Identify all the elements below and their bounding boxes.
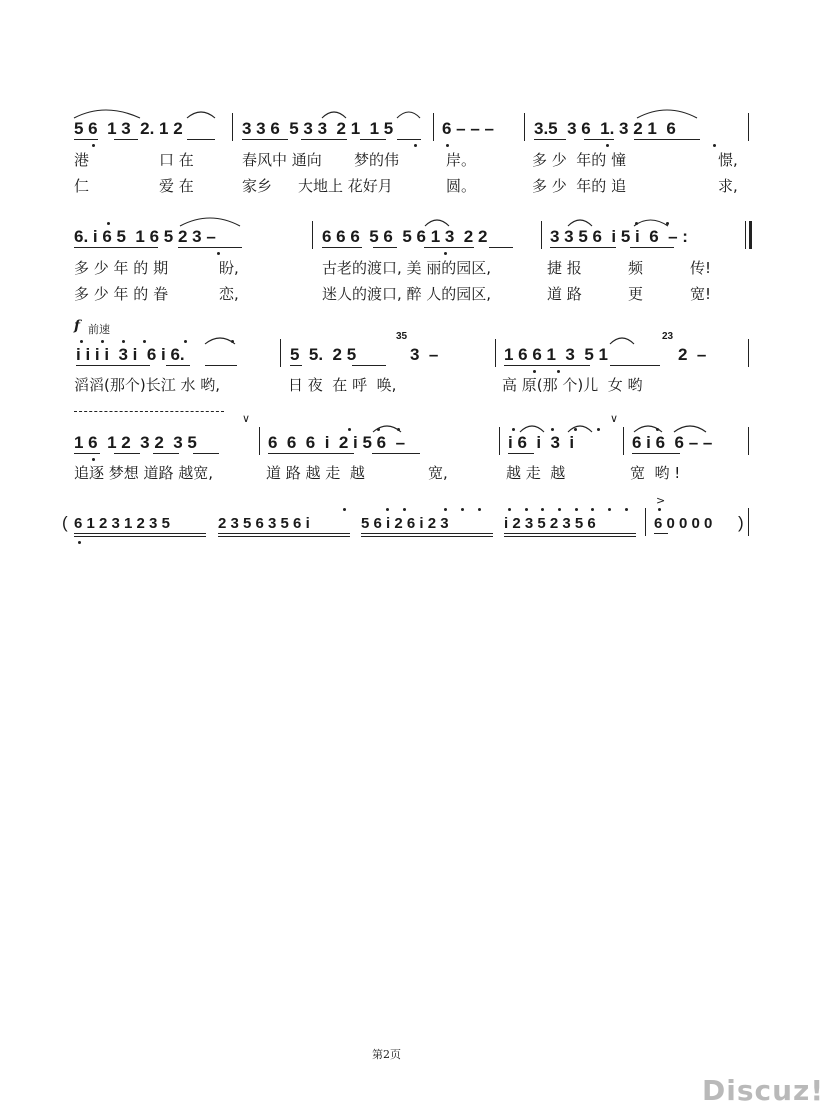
beam <box>550 247 616 248</box>
beam <box>322 247 362 248</box>
dynamic-marking: f <box>74 318 81 334</box>
note-group: 6 – – – <box>442 119 494 138</box>
lyric: 多 少 年的 憧 <box>532 151 627 169</box>
lyric: 岸。 <box>446 151 477 169</box>
grace-notes: 23 <box>662 331 674 342</box>
high-octave-dot <box>122 340 125 343</box>
lyric: 道 路 越 走 越 <box>266 464 365 482</box>
beam <box>74 139 98 140</box>
beam <box>534 139 566 140</box>
slur <box>74 110 140 118</box>
high-octave-dot <box>575 508 578 511</box>
lyric: 盼, <box>219 259 239 277</box>
note-group: 5 6 i 2 6 i 2 3 <box>361 515 449 532</box>
high-octave-dot <box>597 428 600 431</box>
page-number: 第2页 <box>372 1048 401 1061</box>
breath-mark: ∨ <box>242 412 251 425</box>
note-group: 2 3 5 6 3 5 6 i <box>218 515 310 532</box>
lyric: 越 走 越 <box>506 464 566 482</box>
beam <box>178 247 242 248</box>
beam <box>187 139 215 140</box>
tempo-marking: 前速 <box>88 323 110 336</box>
note-group: 6 i 6 6 – – <box>632 433 713 452</box>
lyric: 口 在 <box>159 151 194 169</box>
accent-mark: > <box>656 494 666 507</box>
low-octave-dot <box>713 144 716 147</box>
slur <box>187 112 215 118</box>
lyric: 港 <box>74 151 90 169</box>
beam <box>630 247 674 248</box>
beam <box>166 365 190 366</box>
note-group: i 2 3 5 2 3 5 6 <box>504 515 596 532</box>
barline <box>524 113 525 141</box>
barline <box>232 113 233 141</box>
low-octave-dot <box>217 252 220 255</box>
high-octave-dot <box>478 508 481 511</box>
lyric: 更 <box>628 285 644 303</box>
lyric: 迷人的渡口, 醉 人的园区, <box>322 285 492 303</box>
beam <box>114 139 138 140</box>
beam <box>634 139 700 140</box>
low-octave-dot <box>92 458 95 461</box>
beam <box>268 453 354 454</box>
slur <box>634 220 668 226</box>
note-group: 3.5 3 6 1. 3 2 1 6 <box>534 119 676 138</box>
high-octave-dot <box>525 508 528 511</box>
lyric: 春风中 通向 <box>242 151 322 169</box>
high-octave-dot <box>444 508 447 511</box>
beam <box>242 139 288 140</box>
note-group: i 6 i 3 i <box>508 433 575 452</box>
beam <box>654 533 668 534</box>
note-group: 6 0 0 0 0 <box>654 515 713 532</box>
high-octave-dot <box>591 508 594 511</box>
beam <box>76 365 150 366</box>
beam <box>504 536 636 537</box>
high-octave-dot <box>143 340 146 343</box>
high-octave-dot <box>625 508 628 511</box>
low-octave-dot <box>414 144 417 147</box>
lyric: 宽 哟 ! <box>630 464 681 482</box>
beam <box>584 139 614 140</box>
slur <box>637 110 697 118</box>
grace-notes: 35 <box>396 331 408 342</box>
barline <box>645 508 646 536</box>
high-octave-dot <box>343 508 346 511</box>
lyric: 多 少 年 的 期 <box>74 259 169 277</box>
high-octave-dot <box>80 340 83 343</box>
high-octave-dot <box>608 508 611 511</box>
note-group: 6 1 2 3 1 2 3 5 <box>74 515 170 532</box>
slur <box>397 112 420 118</box>
high-octave-dot <box>512 428 515 431</box>
lyric: 多 少 年的 追 <box>532 177 627 195</box>
high-octave-dot <box>184 340 187 343</box>
barline <box>748 427 749 455</box>
low-octave-dot <box>533 370 536 373</box>
slur <box>180 218 240 226</box>
beam <box>360 139 386 140</box>
low-octave-dot <box>606 144 609 147</box>
low-octave-dot <box>444 252 447 255</box>
barline <box>312 221 313 249</box>
barline <box>623 427 624 455</box>
beam <box>504 533 636 534</box>
beam <box>610 365 660 366</box>
watermark-logo: Discuz! <box>702 1074 825 1107</box>
high-octave-dot <box>635 222 638 225</box>
lyric: 高 原(那 个)儿 女 哟 <box>502 376 643 394</box>
high-octave-dot <box>377 428 380 431</box>
high-octave-dot <box>551 428 554 431</box>
high-octave-dot <box>558 508 561 511</box>
note-group: 3 3 5 6 i 5 i 6 – : <box>550 227 688 246</box>
note-group: 6 6 6 5 6 5 6 1 3 2 2 <box>322 227 488 246</box>
lyric: 憬, <box>718 151 738 169</box>
beam <box>74 536 206 537</box>
slur <box>425 220 449 226</box>
high-octave-dot <box>403 508 406 511</box>
lyric: 恋, <box>219 285 239 303</box>
lyric: 古老的渡口, 美 丽的园区, <box>322 259 492 277</box>
barline <box>499 427 500 455</box>
high-octave-dot <box>541 508 544 511</box>
slur <box>610 338 634 344</box>
low-octave-dot <box>557 370 560 373</box>
high-octave-dot <box>386 508 389 511</box>
high-octave-dot <box>231 340 234 343</box>
lyric: 求, <box>718 177 738 195</box>
lyric: 家乡 <box>242 177 273 195</box>
lyric: 滔滔(那个)长江 水 哟, <box>74 376 221 394</box>
slur <box>322 112 346 118</box>
slur <box>568 220 592 226</box>
note-group: 5 6 1 3 2. 1 2 <box>74 119 183 138</box>
lyric: 追逐 梦想 道路 越宽, <box>74 464 214 482</box>
lyric: 捷 报 <box>547 259 582 277</box>
slur <box>568 426 592 432</box>
repeat-barline <box>749 221 752 249</box>
slur <box>674 426 706 432</box>
beam <box>361 536 493 537</box>
note-group: 3 3 6 5 3 3 2 1 1 5 <box>242 119 394 138</box>
beam <box>74 247 158 248</box>
high-octave-dot <box>658 508 661 511</box>
lyric: 传! <box>690 259 712 277</box>
lyric: 大地上 花好月 <box>298 177 393 195</box>
note-group: i i i i 3 i 6 i 6. <box>76 345 185 364</box>
high-octave-dot <box>461 508 464 511</box>
close-parenthesis: ) <box>738 513 744 532</box>
lyric: 仁 <box>74 177 90 195</box>
note-group: 1 6 1 2 3 2 3 5 <box>74 433 197 452</box>
beam <box>489 247 513 248</box>
high-octave-dot <box>101 340 104 343</box>
lyric: 爱 在 <box>159 177 194 195</box>
low-octave-dot <box>446 144 449 147</box>
breath-mark: ∨ <box>610 412 619 425</box>
beam <box>504 365 590 366</box>
beam <box>361 533 493 534</box>
high-octave-dot <box>107 222 110 225</box>
high-octave-dot <box>397 428 400 431</box>
beam <box>205 365 237 366</box>
note-group: 6. i 6 5 1 6 5 2 3 – <box>74 227 216 246</box>
lyric: 道 路 <box>547 285 582 303</box>
barline <box>259 427 260 455</box>
lyric: 梦的伟 <box>354 151 400 169</box>
high-octave-dot <box>348 428 351 431</box>
note-group: 2 – <box>678 345 707 364</box>
high-octave-dot <box>508 508 511 511</box>
barline <box>745 221 746 249</box>
lyric: 宽, <box>428 464 448 482</box>
beam <box>114 453 140 454</box>
low-octave-dot <box>78 541 81 544</box>
beam <box>74 533 206 534</box>
note-group: 3 – <box>410 345 439 364</box>
beam <box>373 247 397 248</box>
slur <box>520 426 544 432</box>
beam <box>632 453 680 454</box>
lyric: 圆。 <box>446 177 477 195</box>
beam <box>424 247 474 248</box>
barline <box>748 339 749 367</box>
low-octave-dot <box>92 144 95 147</box>
high-octave-dot <box>656 428 659 431</box>
beam <box>372 453 420 454</box>
barline <box>433 113 434 141</box>
dashed-extension <box>74 411 224 412</box>
lyric: 日 夜 在 呼 唤, <box>288 376 397 394</box>
beam <box>218 536 350 537</box>
beam <box>74 453 100 454</box>
beam <box>193 453 219 454</box>
barline <box>748 113 749 141</box>
barline <box>495 339 496 367</box>
barline <box>280 339 281 367</box>
open-parenthesis: ( <box>62 513 68 532</box>
note-group: 6 6 6 i 2 i 5 6 – <box>268 433 406 452</box>
beam <box>153 453 179 454</box>
barline <box>541 221 542 249</box>
lyric: 多 少 年 的 眷 <box>74 285 169 303</box>
high-octave-dot <box>574 428 577 431</box>
beam <box>352 365 386 366</box>
note-group: 5 5. 2 5 <box>290 345 357 364</box>
beam <box>397 139 421 140</box>
high-octave-dot <box>666 222 669 225</box>
lyric: 频 <box>628 259 644 277</box>
lyric: 宽! <box>690 285 712 303</box>
beam <box>508 453 534 454</box>
beam <box>301 139 347 140</box>
beam <box>218 533 350 534</box>
note-group: 1 6 6 1 3 5 1 <box>504 345 608 364</box>
barline <box>748 508 749 536</box>
beam <box>290 365 302 366</box>
